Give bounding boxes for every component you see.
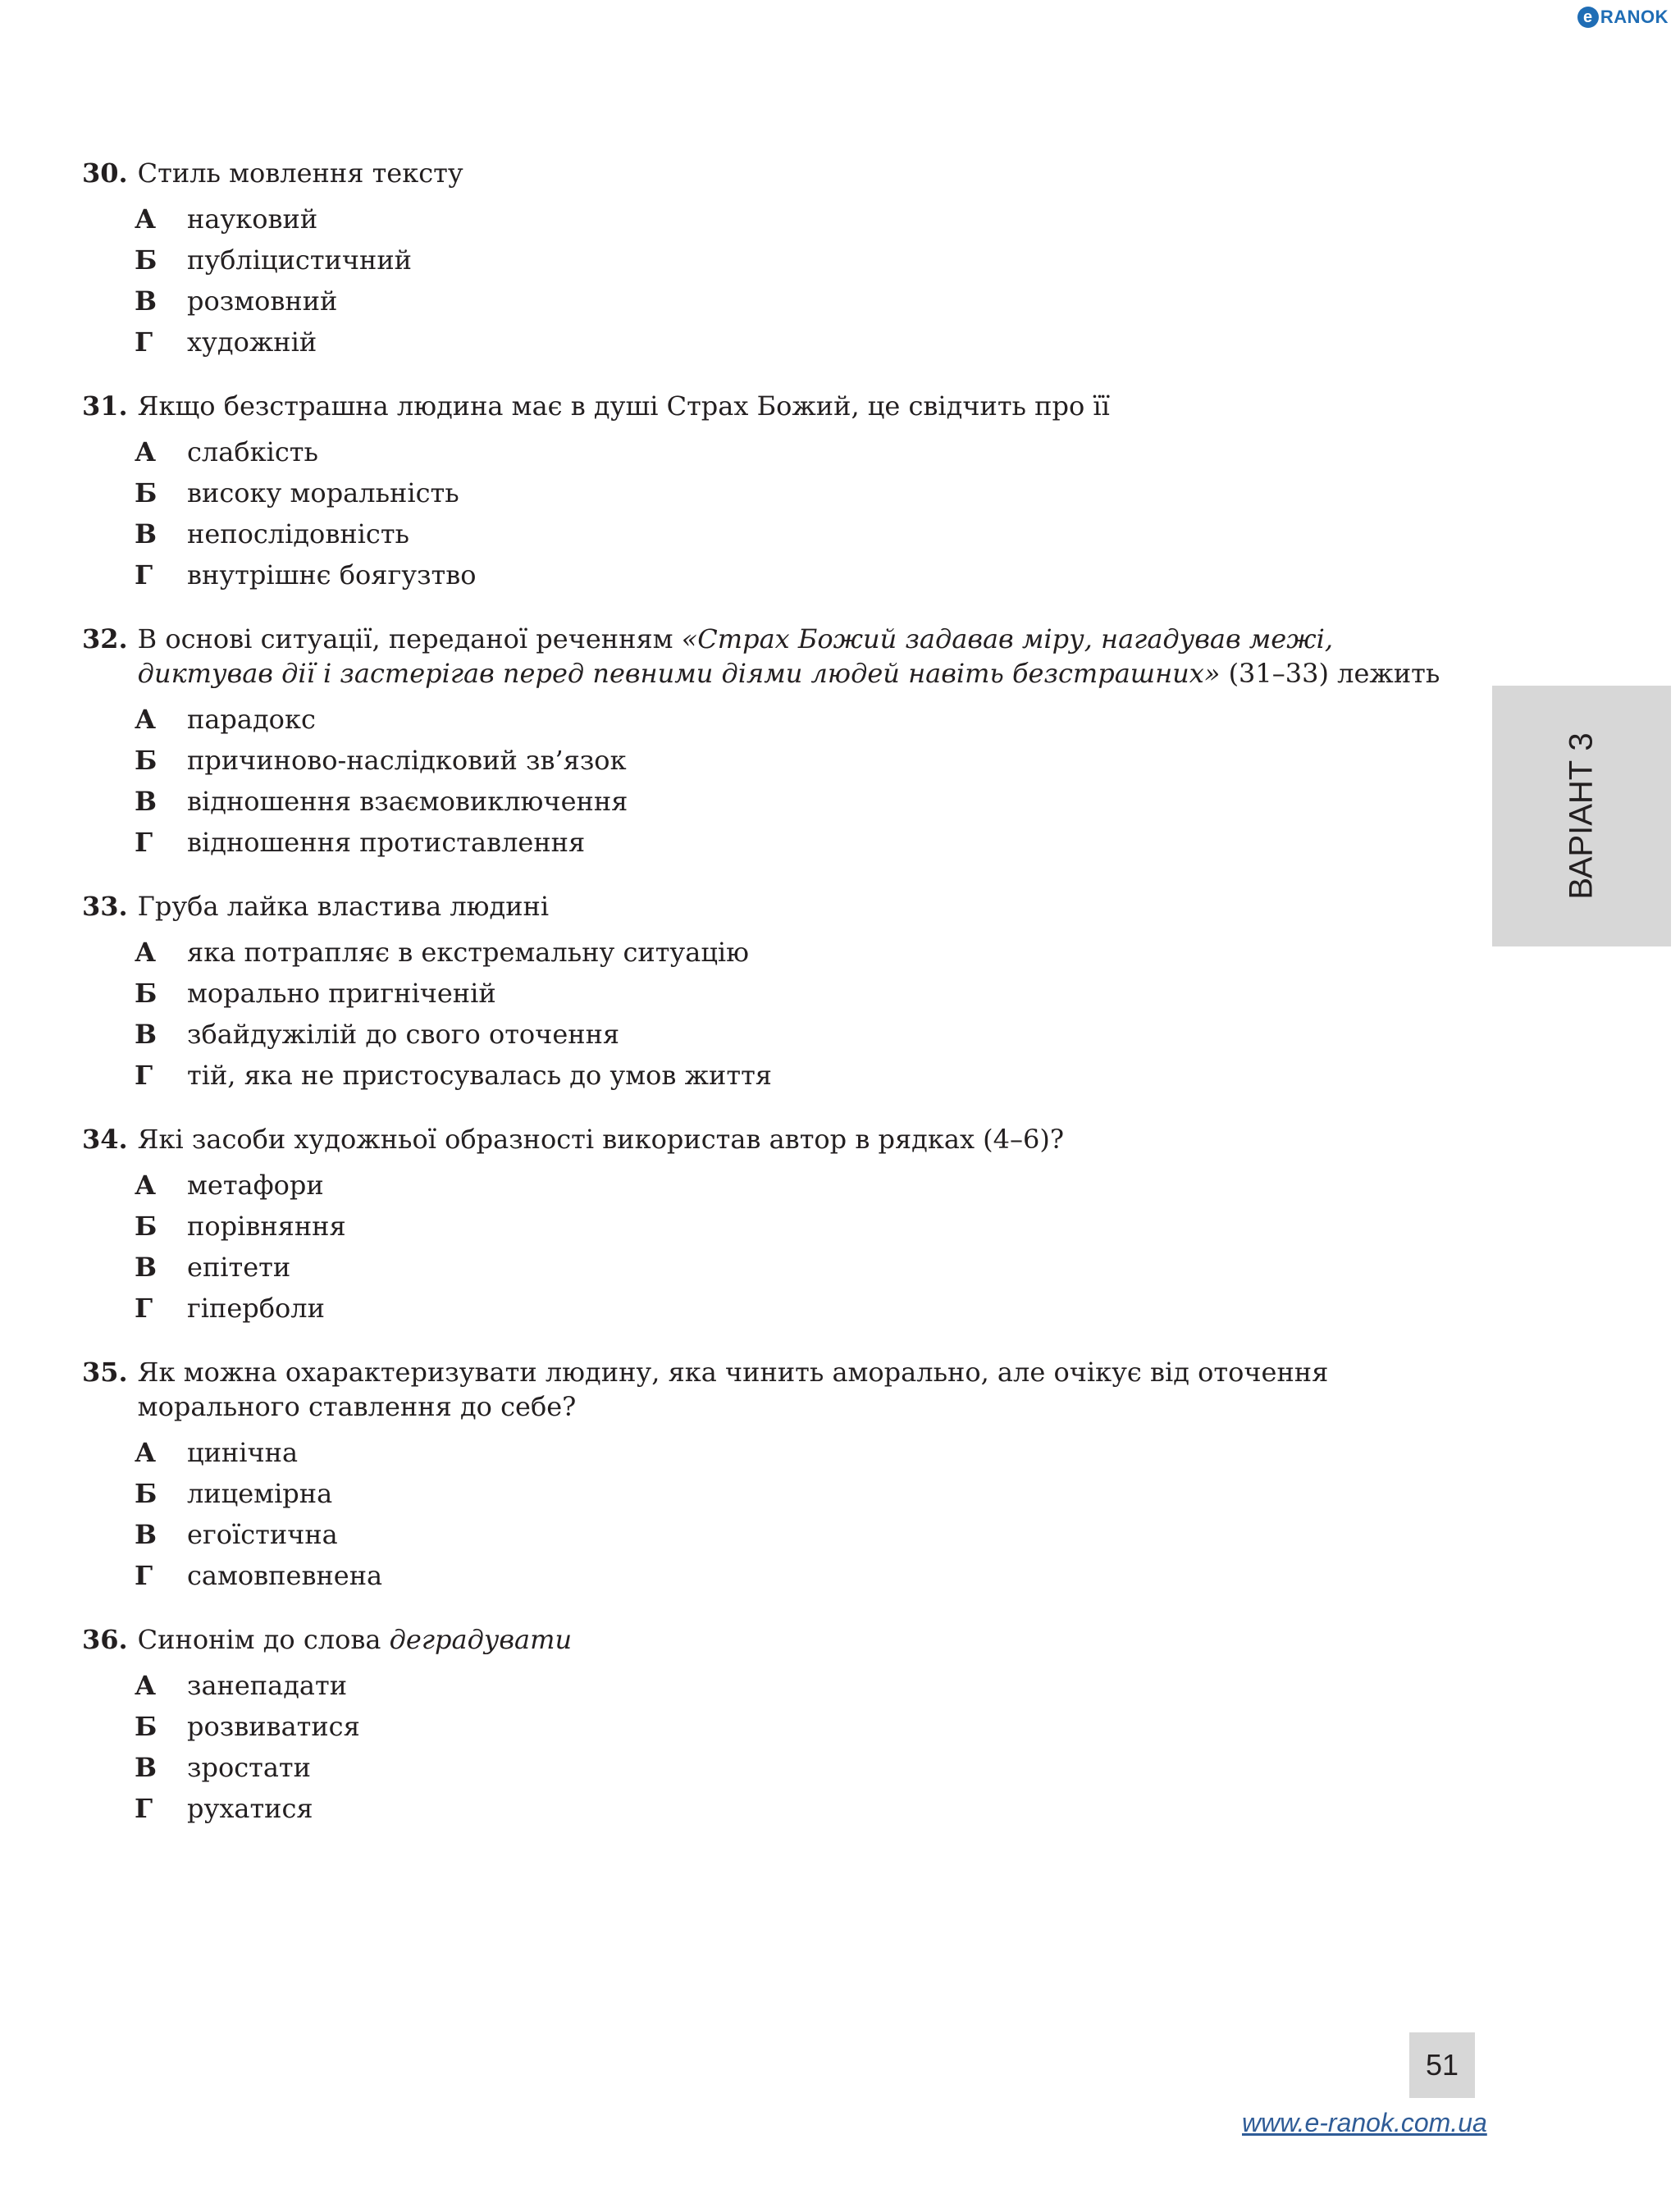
option-text: слабкість	[187, 436, 318, 467]
option-letter: А	[135, 203, 157, 235]
question-34	[82, 1122, 1477, 1329]
option-text: порівняння	[187, 1211, 346, 1242]
answer-option	[135, 198, 1477, 239]
option-text: розвиватися	[187, 1711, 360, 1742]
questions-list	[82, 156, 1477, 1855]
question-number: 31.	[82, 390, 128, 422]
option-letter: Б	[135, 244, 158, 276]
question-text	[138, 1622, 1477, 1657]
option-letter: В	[135, 786, 158, 817]
answer-option	[135, 1555, 1477, 1596]
option-letter: А	[135, 436, 157, 467]
question-32	[82, 622, 1477, 863]
answer-option	[135, 1788, 1477, 1829]
option-text: егоїстична	[187, 1519, 338, 1550]
answer-option	[135, 1014, 1477, 1055]
answer-option	[135, 699, 1477, 740]
answer-option	[135, 1706, 1477, 1747]
option-letter: В	[135, 1019, 158, 1050]
answer-option	[135, 322, 1477, 363]
answer-options	[82, 699, 1477, 863]
question-text-end: (31–33) лежить	[1220, 658, 1440, 689]
variant-side-tab	[1492, 686, 1671, 946]
answer-option	[135, 1665, 1477, 1706]
question-number: 30.	[82, 157, 128, 189]
question-number: 34.	[82, 1124, 128, 1155]
option-letter: Г	[135, 1793, 153, 1824]
option-letter: Б	[135, 1211, 158, 1242]
option-letter: А	[135, 1437, 157, 1468]
answer-option	[135, 239, 1477, 280]
variant-label: ВАРІАНТ 3	[1563, 732, 1600, 900]
answer-options	[82, 1432, 1477, 1596]
option-letter: А	[135, 704, 157, 735]
option-letter: Г	[135, 1060, 153, 1091]
option-text: зростати	[187, 1752, 311, 1783]
answer-option	[135, 1473, 1477, 1514]
answer-option	[135, 1206, 1477, 1247]
publisher-logo	[1577, 7, 1669, 28]
option-text: збайдужілій до свого оточення	[187, 1019, 620, 1050]
option-letter: Б	[135, 477, 158, 509]
option-text: цинічна	[187, 1437, 299, 1468]
answer-option	[135, 1432, 1477, 1473]
option-text: публіцистичний	[187, 244, 412, 276]
answer-option	[135, 1514, 1477, 1555]
answer-options	[82, 932, 1477, 1096]
option-text: внутрішнє боягузтво	[187, 559, 477, 591]
option-text: рухатися	[187, 1793, 313, 1824]
logo-e-icon: e	[1577, 7, 1599, 28]
option-text: метафори	[187, 1170, 324, 1201]
option-letter: А	[135, 1170, 157, 1201]
question-text	[138, 622, 1477, 691]
answer-option	[135, 822, 1477, 863]
answer-option	[135, 1247, 1477, 1288]
answer-options	[82, 1165, 1477, 1329]
question-text: Груба лайка властива людині	[137, 891, 550, 922]
question-number: 32.	[82, 623, 128, 654]
option-text: занепадати	[187, 1670, 348, 1701]
option-text: непослідовність	[187, 518, 409, 550]
option-text: розмовний	[187, 285, 338, 317]
question-text: Як можна охарактеризувати людину, яка чинить аморально, але очікує від оточення морального ставлення до себе?	[137, 1357, 1329, 1422]
option-text: науковий	[187, 203, 318, 235]
question-33	[82, 889, 1477, 1096]
option-text: високу моральність	[187, 477, 459, 509]
answer-options	[82, 1665, 1477, 1829]
option-letter: Г	[135, 1293, 153, 1324]
option-text: тій, яка не пристосувалась до умов життя	[187, 1060, 772, 1091]
option-text: художній	[187, 326, 317, 358]
question-text: Стиль мовлення тексту	[137, 157, 463, 189]
question-36	[82, 1622, 1477, 1829]
answer-option	[135, 554, 1477, 595]
quoted-sentence: «Страх Божий задавав міру, нагадував межі, диктував дії і застерігав перед певними діями людей навіть безстрашних»	[137, 623, 1333, 689]
option-text: причиново-наслідковий зв’язок	[187, 745, 627, 776]
option-text: епітети	[187, 1252, 291, 1283]
option-letter: Г	[135, 559, 153, 591]
logo-text: RANOK	[1600, 7, 1669, 27]
page-number: 51	[1409, 2032, 1475, 2098]
question-number: 33.	[82, 891, 128, 922]
option-text: гіперболи	[187, 1293, 325, 1324]
question-number: 36.	[82, 1624, 128, 1655]
answer-options	[82, 198, 1477, 363]
answer-option	[135, 1747, 1477, 1788]
question-number: 35.	[82, 1357, 128, 1388]
option-letter: В	[135, 285, 158, 317]
option-letter: В	[135, 1519, 158, 1550]
option-letter: Г	[135, 1560, 153, 1591]
option-text: лицемірна	[187, 1478, 333, 1509]
answer-option	[135, 1165, 1477, 1206]
question-text: Якщо безстрашна людина має в душі Страх Божий, це свідчить про її	[137, 390, 1110, 422]
option-text: морально пригніченій	[187, 978, 496, 1009]
website-link[interactable]: www.e-ranok.com.ua	[1242, 2108, 1487, 2137]
option-letter: В	[135, 1752, 158, 1783]
answer-option	[135, 1055, 1477, 1096]
option-text: відношення протиставлення	[187, 827, 586, 858]
question-text: Які засоби художньої образності використав автор в рядках (4–6)?	[137, 1124, 1065, 1155]
option-letter: Б	[135, 1478, 158, 1509]
answer-option	[135, 513, 1477, 554]
option-letter: А	[135, 1670, 157, 1701]
option-text: самовпевнена	[187, 1560, 383, 1591]
option-letter: В	[135, 518, 158, 550]
question-text-start: Синонім до слова	[137, 1624, 390, 1655]
answer-option	[135, 973, 1477, 1014]
option-text: парадокс	[187, 704, 316, 735]
option-text: відношення взаємовиключення	[187, 786, 628, 817]
answer-option	[135, 740, 1477, 781]
answer-options	[82, 431, 1477, 595]
option-letter: В	[135, 1252, 158, 1283]
option-letter: Б	[135, 1711, 158, 1742]
option-letter: Б	[135, 978, 158, 1009]
answer-option	[135, 280, 1477, 322]
option-letter: Г	[135, 827, 153, 858]
question-31	[82, 389, 1477, 595]
target-word: деградувати	[389, 1624, 573, 1655]
answer-option	[135, 472, 1477, 513]
question-30	[82, 156, 1477, 363]
option-letter: А	[135, 937, 157, 968]
option-letter: Г	[135, 326, 153, 358]
option-text: яка потрапляє в екстремальну ситуацію	[187, 937, 749, 968]
answer-option	[135, 932, 1477, 973]
answer-option	[135, 1288, 1477, 1329]
question-35	[82, 1355, 1477, 1596]
question-text-start: В основі ситуації, переданої реченням	[137, 623, 682, 654]
answer-option	[135, 781, 1477, 822]
answer-option	[135, 431, 1477, 472]
option-letter: Б	[135, 745, 158, 776]
